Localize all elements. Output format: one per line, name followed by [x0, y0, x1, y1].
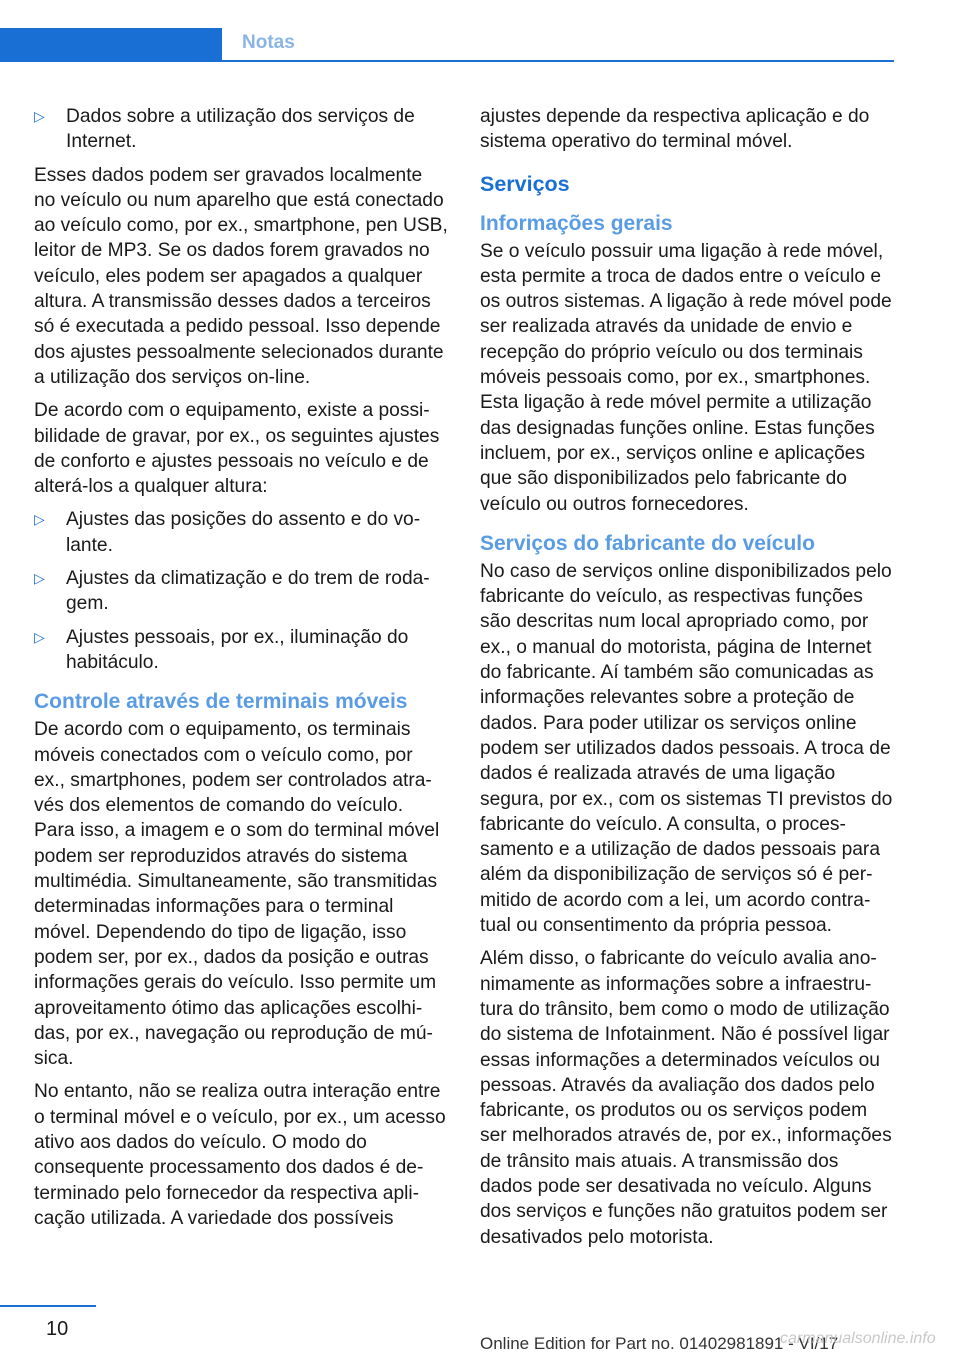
heading-services: Serviços: [480, 171, 570, 196]
list-item: [34, 104, 448, 155]
list-item-text: Ajustes da climatização e do trem de rodagem.: [66, 568, 430, 615]
heading-mobile-control: Controle através de terminais móveis: [34, 690, 408, 714]
footer-rule: [0, 1305, 96, 1307]
triangle-right-icon: ▷: [34, 628, 45, 645]
paragraph: Se o veículo possuir uma ligação à rede móvel, esta permite a troca de dados entre o veículo e os outros sistemas. A ligação à rede móvel pode ser realizada através da unidade de envio e recepção do próprio veículo ou dos terminais móveis pessoais como, por ex., smartphones. Esta ligação à rede móvel permite a utilização das designadas funções online. Estas funções incluem, por ex., serviços online e aplicações que são disponibilizados pelo fabricante do veículo ou outros fornecedores.: [480, 240, 892, 515]
triangle-right-icon: ▷: [34, 108, 45, 124]
paragraph: De acordo com o equipamento, os terminais móveis conectados com o veículo como, por ex., smartphones, podem ser controlados através dos elementos de comando do veículo. Para isso, a imagem e o som do terminal móvel podem ser reproduzidos através do sistema multimédia. Simultaneamente, são transmitidas determinadas informações para o terminal móvel. Dependendo do tipo de ligação, isso podem ser, por ex., dados da posição e outras informações gerais do veículo. Isso permite um aproveitamento ótimo das aplicações escolhidas, por ex., navegação ou reprodução de música.: [34, 719, 440, 1070]
list-item: [34, 507, 448, 558]
watermark: carmanualsonline.info: [780, 1330, 936, 1347]
list-item: [34, 566, 448, 617]
triangle-right-icon: ▷: [34, 570, 45, 587]
list-item-text: Dados sobre a utilização dos serviços de Internet.: [66, 106, 415, 153]
header-rule: [222, 60, 894, 62]
paragraph: De acordo com o equipamento, existe a possibilidade de gravar, por ex., os seguintes ajustes de conforto e ajustes pessoais no veículo e de alterá-los a qualquer altura:: [34, 400, 440, 498]
heading-general-info: Informações gerais: [480, 211, 673, 235]
right-column: [480, 104, 894, 1258]
paragraph: Esses dados podem ser gravados localmente no veículo ou num aparelho que está conectado ao veículo como, por ex., smartphone, pen USB, leitor de MP3. Se os dados forem gravados no veículo, eles podem ser apagados a qualquer altura. A transmissão desses dados a terceiros só é executada a pedido pessoal. Isso depende dos ajustes pessoalmente selecionados durante a utilização dos serviços on‐line.: [34, 164, 448, 388]
triangle-right-icon: ▷: [34, 511, 45, 528]
page-number: 10: [46, 1318, 69, 1340]
heading-manufacturer-services: Serviços do fabricante do veículo: [480, 531, 815, 555]
paragraph: Além disso, o fabricante do veículo avalia anonimamente as informações sobre a infraestrutura do trânsito, bem como o modo de utilização do sistema de Infotainment. Não é possível ligar essas informações a determinados veículos ou pessoas. Através da avaliação dos dados pelo fabricante, os produtos ou os serviços podem ser melhorados através de, por ex., informações de trânsito mais atuais. A transmissão dos dados pode ser desativada no veículo. Alguns dos serviços e funções não gratuitos podem ser desativados pelo motorista.: [480, 948, 892, 1248]
edition-text: Online Edition for Part no. 01402981891 - VI/17: [480, 1334, 839, 1353]
header-accent-bar: [0, 28, 222, 62]
paragraph: ajustes depende da respectiva aplicação e do sistema operativo do terminal móvel.: [480, 106, 870, 153]
paragraph: No entanto, não se realiza outra interação entre o terminal móvel e o veículo, por ex., um acesso ativo aos dados do veículo. O modo do consequente processamento dos dados é determinado pelo fornecedor da respectiva aplicação utilizada. A variedade dos possíveis: [34, 1081, 446, 1229]
list-item: [34, 625, 448, 676]
section-title: Notas: [242, 32, 295, 53]
paragraph: No caso de serviços online disponibilizados pelo fabricante do veículo, as respectivas funções são descritas num local apropriado como, por ex., o manual do motorista, página de Internet do fabricante. Aí também são comunicadas as informações relevantes sobre a proteção de dados. Para poder utilizar os serviços online podem ser utilizados dados pessoais. A troca de dados é realizada através de uma ligação segura, por ex., com os sistemas TI previstos do fabricante do veículo. A consulta, o processamento e a utilização de dados pessoais para além da disponibilização de serviços só é permitido de acordo com a lei, um acordo contratual ou consentimento da própria pessoa.: [480, 560, 893, 937]
list-item-text: Ajustes pessoais, por ex., iluminação do habitáculo.: [66, 626, 409, 673]
left-column: [34, 104, 448, 1239]
list-item-text: Ajustes das posições do assento e do volante.: [66, 509, 421, 556]
